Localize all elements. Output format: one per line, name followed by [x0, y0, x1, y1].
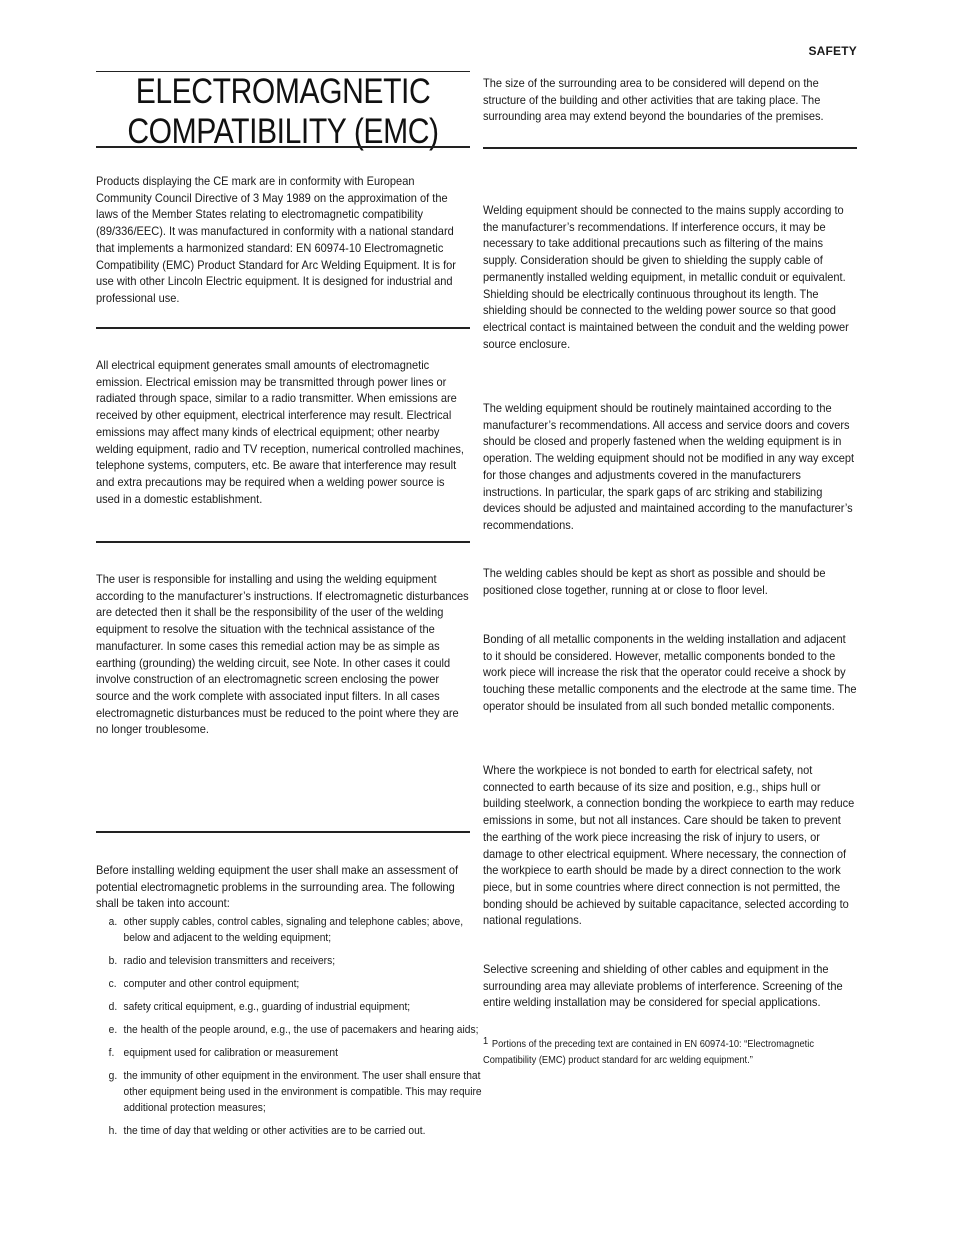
list-item: b. radio and television transmitters and receivers;	[108, 955, 336, 967]
section-rule-introduction	[96, 327, 470, 329]
mains-supply-paragraph: Welding equipment should be connected to the mains supply according to the manufacturer’s recommendations. If interference occurs, it may be necessary to take additional precautions such as filtering of the mains supply. Consideration should be given to shielding the supply cable of permanently installed welding equipment, in metallic conduit or equivalent. Shielding should be electrically continuous throughout its length. The shielding should be connected to the welding power source so that good electrical contact is maintained between the conduit and the welding power source enclosure.	[483, 203, 849, 351]
footnote-text: Portions of the preceding text are contained in EN 60974-10: “Electromagnetic Compatibility (EMC) product standard for arc welding equipment.”	[483, 1039, 814, 1066]
title-line-1: ELECTROMAGNETIC	[135, 72, 431, 111]
maintenance-paragraph: The welding equipment should be routinely maintained according to the manufacturer’s recommendations. All access and service doors and covers should be closed and properly fastened when the welding equipment is in operation. The welding equipment should not be modified in any way except for those changes and adjustments covered in the manufacturers instructions. In particular, the spark gaps of arc striking and stabilizing devices should be adjusted and maintained according to the manufacturer’s recommendations.	[483, 401, 855, 532]
list-item: g. the immunity of other equipment in the environment. The user shall ensure that other equipment being used in the environment is compatible. This may require additional protection measures;	[108, 1070, 482, 1114]
section-rule-assessment	[96, 831, 470, 833]
list-item: d. safety critical equipment, e.g., guarding of industrial equipment;	[108, 1001, 411, 1013]
assessment-paragraph: Before installing welding equipment the user shall make an assessment of potential electromagnetic problems in the surrounding area. The following shall be taken into account:	[96, 863, 459, 911]
list-item: a. other supply cables, control cables, signaling and telephone cables; above, below and adjacent to the welding equipment;	[108, 916, 464, 944]
footnote	[483, 1034, 855, 1069]
installation-paragraph: The user is responsible for installing and using the welding equipment according to the manufacturer’s instructions. If electromagnetic disturbances are detected then it shall be the responsibility of the user of the welding equipment to resolve the situation with the technical assistance of the manufacturer. In some cases this remedial action may be as simple as earthing (grounding) the welding circuit, see Note. In other cases it could involve construction of an electromagnetic screen enclosing the power source and the work complete with associated input filters. In all cases electromagnetic disturbances must be reduced to the point where they are no longer troublesome.	[96, 572, 469, 737]
surrounding-area-paragraph: The size of the surrounding area to be considered will depend on the structure of the building and other activities that are taking place. The surrounding area may extend beyond the boundaries of the premises.	[483, 76, 824, 124]
list-item: c. computer and other control equipment;	[108, 978, 300, 990]
title-line-2: COMPATIBILITY (EMC)	[127, 112, 439, 151]
section-header: SAFETY	[808, 44, 857, 58]
section-rule-mitigation	[483, 147, 857, 149]
footnote-marker: 1	[483, 1036, 489, 1047]
section-rule-installation	[96, 541, 470, 543]
title-bottom-rule	[96, 146, 470, 148]
cables-paragraph: The welding cables should be kept as short as possible and should be positioned close together, running at or close to floor level.	[483, 566, 826, 597]
bonding-paragraph: Bonding of all metallic components in the welding installation and adjacent to it should be considered. However, metallic components bonded to the work piece will increase the risk that the operator could receive a shock by touching these metallic components and the electrode at the same time. The operator should be insulated from all such bonded metallic components.	[483, 632, 857, 713]
assessment-list	[104, 914, 482, 1146]
earthing-paragraph: Where the workpiece is not bonded to earth for electrical safety, not connected to earth because of its size and position, e.g., ships hull or building steelwork, a connection bonding the workpiece to earth may reduce emissions in some, but not all instances. Care should be taken to prevent the earthing of the work piece increasing the risk of injury to users, or damage to other electrical equipment. Where necessary, the connection of the workpiece to earth should be made by a direct connection to the work piece, but in some countries where direct connection is not permitted, the bonding should be achieved by suitable capacitance, selected according to national regulations.	[483, 763, 855, 928]
conformance-paragraph: Products displaying the CE mark are in conformity with European Community Council Directive of 3 May 1989 on the approximation of the laws of the Member States relating to electromagnetic compatibility (89/336/EEC). It was manufactured in conformity with a national standard that implements a harmonized standard: EN 60974-10 Electromagnetic Compatibility (EMC) Product Standard for Arc Welding Equipment. It is for use with other Lincoln Electric equipment. It is designed for industrial and professional use.	[96, 174, 456, 305]
introduction-paragraph: All electrical equipment generates small amounts of electromagnetic emission. Electrical emission may be transmitted through power lines or radiated through space, similar to a radio transmitter. When emissions are received by other equipment, electrical interference may result. Electrical emissions may affect many kinds of electrical equipment; other nearby welding equipment, radio and TV reception, numerical controlled machines, telephone systems, computers, etc. Be aware that interference may result and extra precautions may be required when a welding power source is used in a domestic establishment.	[96, 358, 465, 506]
list-item: h. the time of day that welding or other activities are to be carried out.	[108, 1125, 426, 1137]
page-title	[122, 72, 444, 152]
list-item: e. the health of the people around, e.g., the use of pacemakers and hearing aids;	[108, 1024, 479, 1036]
list-item: f. equipment used for calibration or measurement	[108, 1047, 338, 1059]
screening-paragraph: Selective screening and shielding of other cables and equipment in the surrounding area may alleviate problems of interference. Screening of the entire welding installation may be considered for special applications.	[483, 962, 843, 1010]
